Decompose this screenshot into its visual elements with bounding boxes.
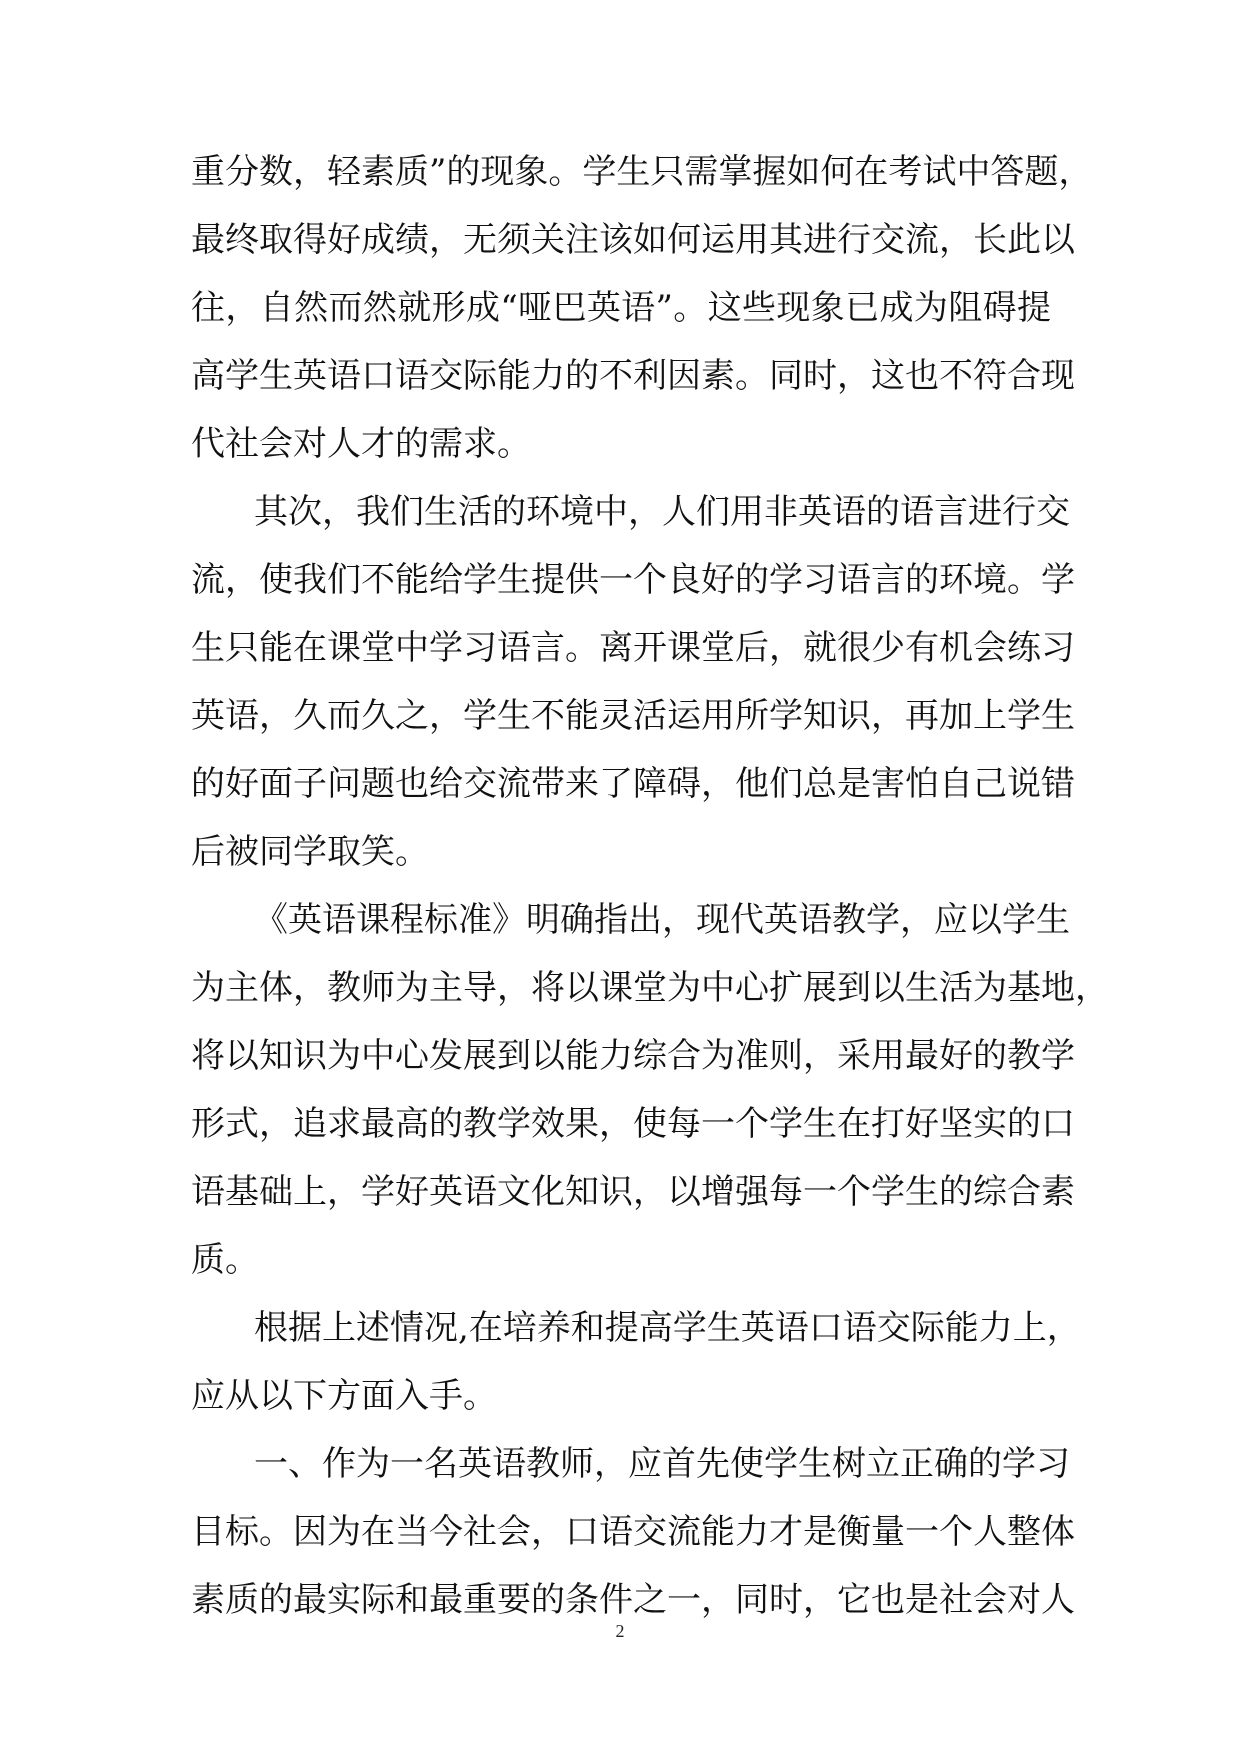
text-line: 应从以下方面入手。 xyxy=(191,1376,497,1416)
text-line: 根据上述情况,在培养和提高学生英语口语交际能力上， xyxy=(254,1308,1081,1348)
text-line: 质。 xyxy=(191,1240,259,1280)
text-line: 其次，我们生活的环境中，人们用非英语的语言进行交 xyxy=(254,492,1070,532)
text-line: 英语，久而久之，学生不能灵活运用所学知识，再加上学生 xyxy=(191,696,1075,736)
text-line: 形式，追求最高的教学效果，使每一个学生在打好坚实的口 xyxy=(191,1104,1075,1144)
text-line: 为主体，教师为主导，将以课堂为中心扩展到以生活为基地， xyxy=(191,968,1109,1008)
text-line: 素质的最实际和最重要的条件之一，同时，它也是社会对人 xyxy=(191,1580,1075,1620)
text-line: 生只能在课堂中学习语言。离开课堂后，就很少有机会练习 xyxy=(191,628,1075,668)
text-line: 目标。因为在当今社会，口语交流能力才是衡量一个人整体 xyxy=(191,1512,1075,1552)
text-line: 将以知识为中心发展到以能力综合为准则，采用最好的教学 xyxy=(191,1036,1075,1076)
text-line: 流，使我们不能给学生提供一个良好的学习语言的环境。学 xyxy=(191,560,1075,600)
text-line: 语基础上，学好英语文化知识，以增强每一个学生的综合素 xyxy=(191,1172,1075,1212)
text-line: 高学生英语口语交际能力的不利因素。同时，这也不符合现 xyxy=(191,356,1075,396)
text-line: 重分数，轻素质”的现象。学生只需掌握如何在考试中答题， xyxy=(191,152,1093,192)
text-line: 代社会对人才的需求。 xyxy=(191,424,531,464)
text-line: 《英语课程标准》明确指出，现代英语教学，应以学生 xyxy=(254,900,1070,940)
text-line: 的好面子问题也给交流带来了障碍，他们总是害怕自己说错 xyxy=(191,764,1075,804)
text-line: 最终取得好成绩，无须关注该如何运用其进行交流，长此以 xyxy=(191,220,1075,260)
page-number: 2 xyxy=(615,1621,625,1641)
text-line: 后被同学取笑。 xyxy=(191,832,429,872)
text-line: 一、作为一名英语教师，应首先使学生树立正确的学习 xyxy=(254,1444,1070,1484)
text-line: 往，自然而然就形成“哑巴英语”。这些现象已成为阻碍提 xyxy=(191,288,1051,328)
